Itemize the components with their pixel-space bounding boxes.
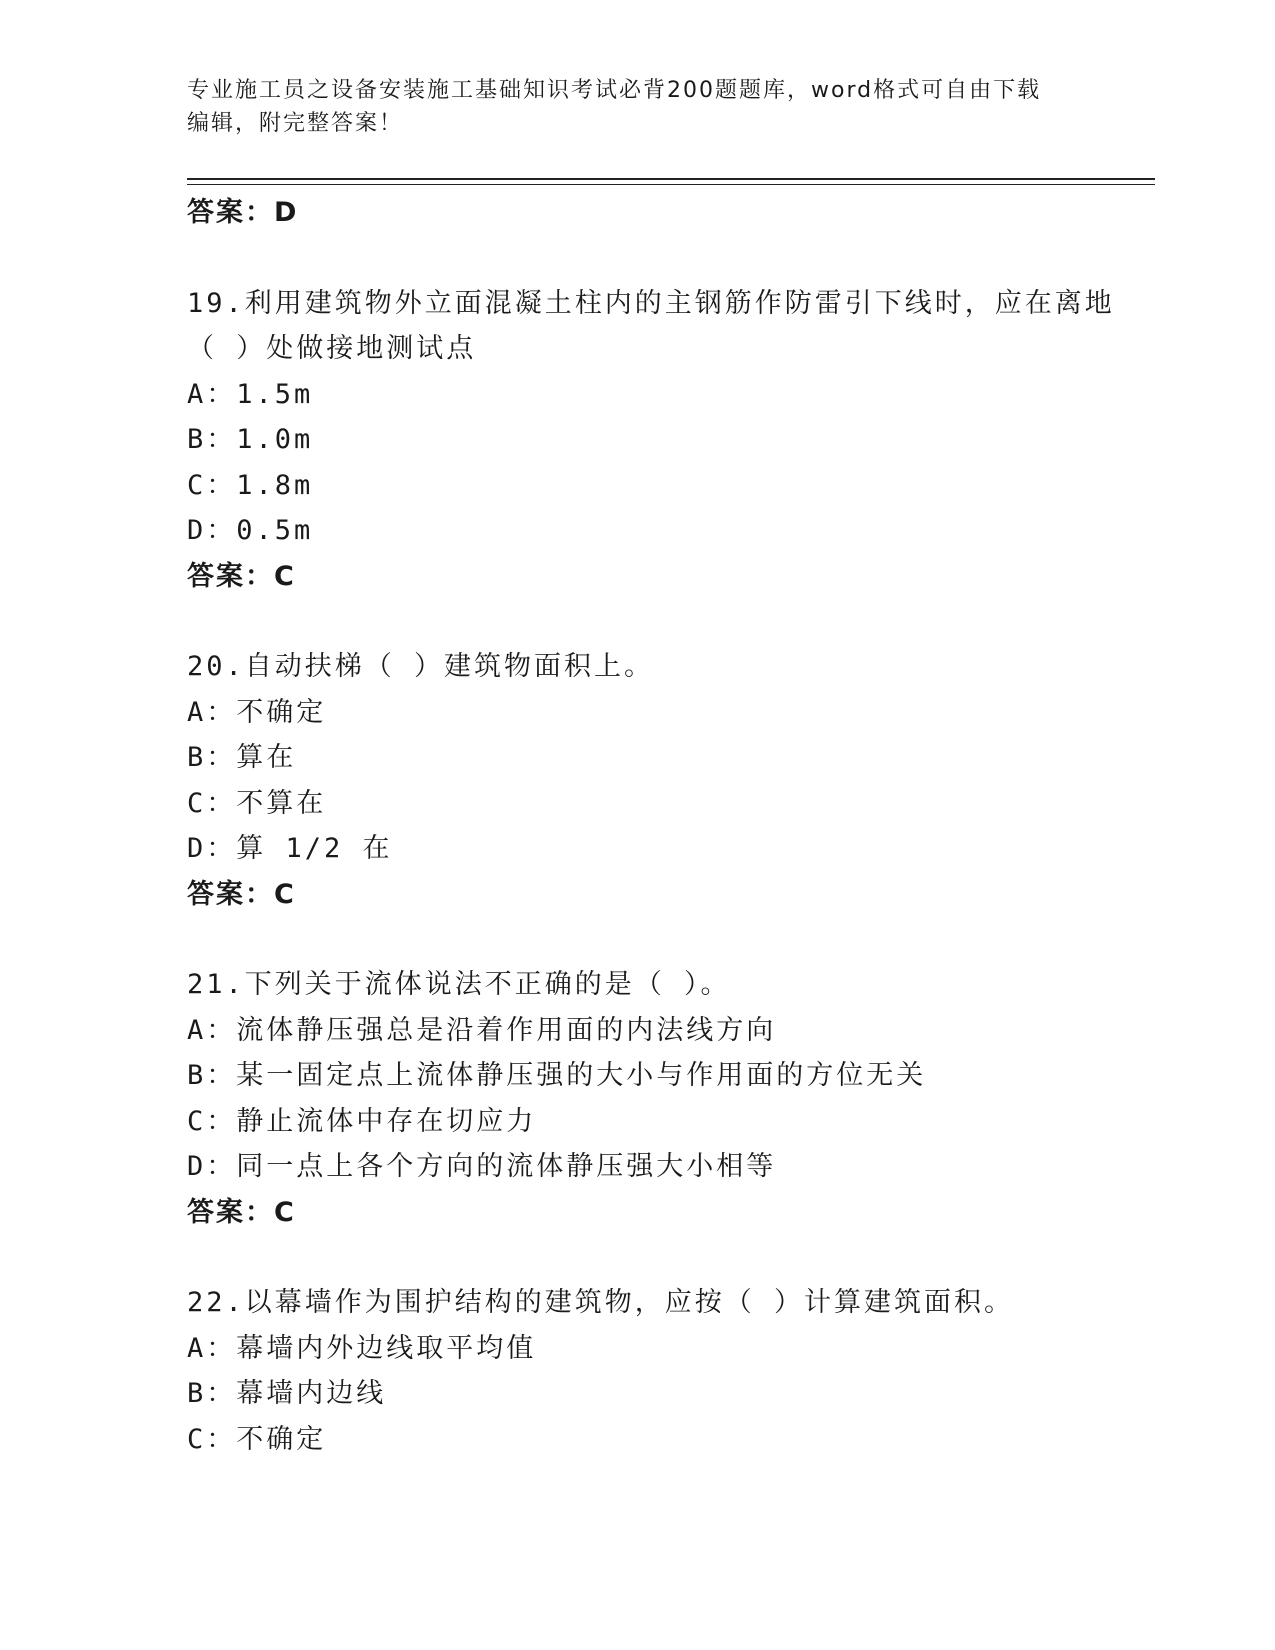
spacer [187, 599, 1147, 644]
answer: 答案：C [187, 1196, 296, 1228]
question-stem: 21.下列关于流体说法不正确的是（ ）。 [187, 969, 731, 1000]
question-stem: 20.自动扶梯（ ）建筑物面积上。 [187, 651, 655, 682]
option-b: B：某一固定点上流体静压强的大小与作用面的方位无关 [187, 1060, 927, 1091]
question-19 [187, 281, 1147, 600]
option-a: A：不确定 [187, 696, 327, 728]
option-b: B：1.0m [187, 424, 314, 455]
option-d: D：算 1/2 在 [187, 833, 393, 864]
option-c: C：不确定 [187, 1423, 327, 1455]
question-stem-continued: （ ）处做接地测试点 [187, 333, 477, 364]
header-divider-thick [187, 178, 1155, 180]
header-divider-thin [187, 184, 1155, 185]
previous-answer: 答案：D [187, 197, 299, 228]
option-b: B：算在 [187, 742, 297, 773]
header-line-1: 专业施工员之设备安装施工基础知识考试必背200题题库，word格式可自由下载 [187, 78, 1042, 103]
spacer [187, 236, 1147, 281]
option-a: A：幕墙内外边线取平均值 [187, 1332, 537, 1364]
question-20 [187, 644, 1147, 917]
question-21 [187, 962, 1147, 1235]
option-b: B：幕墙内边线 [187, 1378, 387, 1409]
option-a: A：流体静压强总是沿着作用面的内法线方向 [187, 1014, 777, 1046]
option-d: D：0.5m [187, 515, 314, 546]
option-a: A：1.5m [187, 378, 314, 410]
option-c: C：1.8m [187, 469, 314, 501]
question-22 [187, 1280, 1147, 1462]
spacer [187, 917, 1147, 962]
option-c: C：不算在 [187, 787, 327, 819]
header-line-2: 编辑，附完整答案！ [187, 111, 404, 136]
document-header [187, 74, 1087, 140]
question-stem: 22.以幕墙作为围护结构的建筑物，应按（ ）计算建筑面积。 [187, 1287, 1015, 1318]
answer: 答案：C [187, 560, 296, 592]
document-body [187, 190, 1147, 1462]
answer: 答案：C [187, 878, 296, 910]
option-c: C：静止流体中存在切应力 [187, 1105, 537, 1137]
spacer [187, 1235, 1147, 1280]
option-d: D：同一点上各个方向的流体静压强大小相等 [187, 1151, 777, 1182]
question-stem: 19.利用建筑物外立面混凝土柱内的主钢筋作防雷引下线时，应在离地 [187, 287, 1115, 319]
